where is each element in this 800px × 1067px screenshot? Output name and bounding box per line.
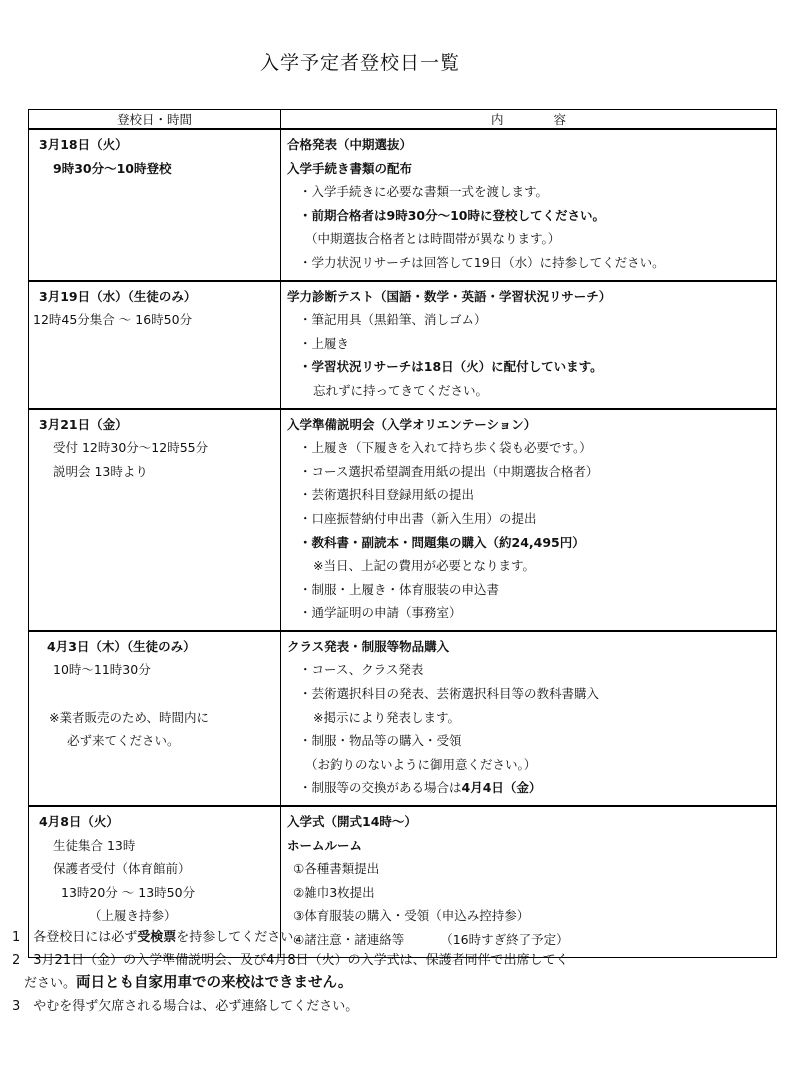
content-line: ・通学証明の申請（事務室） — [299, 605, 462, 621]
content-line: ・前期合格者は9時30分～10時に登校してください。 — [299, 207, 605, 223]
row-time: 生徒集合 13時 — [53, 837, 136, 853]
row-date: 3月19日（水）（生徒のみ） — [39, 288, 197, 304]
content-line: ・学力状況リサーチは回答して19日（水）に持参してください。 — [299, 254, 665, 270]
content-line: ・コース選択希望調査用紙の提出（中期選抜合格者） — [299, 463, 599, 479]
row-note: 必ず来てください。 — [67, 733, 180, 749]
content-text: （16時すぎ終了予定） — [440, 932, 569, 947]
content-line: ①各種書類提出 — [293, 861, 380, 877]
content-line: ※掲示により発表します。 — [313, 709, 460, 725]
table-row — [29, 129, 777, 281]
row-time: 10時～11時30分 — [53, 662, 151, 678]
notes-section — [12, 926, 782, 1018]
content-line: （中期選抜合格者とは時間帯が異なります。） — [305, 231, 561, 247]
note-2-line-2 — [12, 972, 782, 995]
row-time: 保護者受付（体育館前） — [53, 861, 191, 877]
note-text: を持参してください。 — [176, 930, 307, 945]
content-cell — [281, 281, 777, 409]
row-time: 受付 12時30分～12時55分 — [53, 440, 209, 456]
content-line: ※当日、上記の費用が必要となります。 — [313, 558, 535, 574]
content-line: ・筆記用具（黒鉛筆、消しゴム） — [299, 312, 487, 328]
table-header-row — [29, 110, 777, 130]
note-1 — [12, 926, 782, 949]
content-line: クラス発表・制服等物品購入 — [287, 638, 450, 654]
content-cell — [281, 129, 777, 281]
note-2-line-1: 2 3月21日（金）の入学準備説明会、及び4月8日（火）の入学式は、保護者同伴で出席してく — [12, 953, 569, 968]
content-line: ③体育服装の購入・受領（申込み控持参） — [293, 908, 530, 924]
content-line: 忘れずに持ってきてください。 — [313, 382, 489, 398]
date-cell — [29, 129, 281, 281]
note-text: 1 各登校日には必ず — [12, 930, 138, 945]
content-line: ・上履き — [299, 335, 350, 351]
note-text-bold: 受検票 — [137, 930, 177, 945]
row-time: 13時20分 ～ 13時50分 — [61, 884, 196, 900]
content-line: ・制服・上履き・体育服装の申込書 — [299, 581, 500, 597]
row-time: （上履き持参） — [89, 908, 177, 924]
row-note: ※業者販売のため、時間内に — [49, 709, 209, 725]
content-line: （お釣りのないように御用意ください。） — [305, 756, 537, 772]
content-text: ④諸注意・諸連絡等 — [293, 932, 405, 947]
note-3: 3 やむを得ず欠席される場合は、必ず連絡してください。 — [12, 999, 359, 1014]
content-line: ・学習状況リサーチは18日（火）に配付しています。 — [299, 359, 603, 375]
content-line: ②雑巾3枚提出 — [293, 884, 375, 900]
content-cell — [281, 631, 777, 806]
content-line: ・上履き（下履きを入れて持ち歩く袋も必要です。） — [299, 440, 592, 456]
content-line: 学力診断テスト（国語・数学・英語・学習状況リサーチ） — [287, 288, 612, 304]
content-line: ・制服・物品等の購入・受領 — [299, 733, 462, 749]
row-date: 4月3日（木）（生徒のみ） — [47, 638, 196, 654]
page-title: 入学予定者登校日一覧 — [259, 52, 460, 74]
table-row — [29, 281, 777, 409]
row-time: 9時30分～10時登校 — [53, 160, 172, 176]
table-row — [29, 631, 777, 806]
note-text-bold: 両日とも自家用車での来校はできません。 — [76, 975, 353, 991]
table-row — [29, 409, 777, 631]
content-line — [281, 776, 776, 800]
row-time: 説明会 13時より — [53, 463, 148, 479]
content-line: ・入学手続きに必要な書類一式を渡します。 — [299, 184, 549, 200]
row-date: 4月8日（火） — [39, 814, 119, 830]
header-content: 内 容 — [281, 110, 777, 130]
content-line: 入学式（開式14時～） — [287, 814, 417, 830]
content-line: 入学準備説明会（入学オリエンテーション） — [287, 416, 537, 432]
row-date: 3月21日（金） — [39, 416, 128, 432]
content-line: ・口座振替納付申出書（新入生用）の提出 — [299, 510, 537, 526]
content-line: ・教科書・副読本・問題集の購入（約24,495円） — [299, 534, 585, 550]
date-cell — [29, 409, 281, 631]
content-line: ・芸術選択科目登録用紙の提出 — [299, 487, 475, 503]
content-line: ・芸術選択科目の発表、芸術選択科目等の教科書購入 — [299, 686, 600, 702]
content-line: ホームルーム — [287, 837, 363, 853]
schedule-table — [28, 109, 777, 958]
content-cell — [281, 409, 777, 631]
row-time: 12時45分集合 ～ 16時50分 — [33, 312, 193, 328]
content-text: ・制服等の交換がある場合は — [299, 780, 462, 796]
content-line: ・コース、クラス発表 — [299, 662, 424, 678]
content-line: 入学手続き書類の配布 — [287, 160, 413, 176]
date-cell — [29, 281, 281, 409]
content-line: 合格発表（中期選抜） — [287, 137, 413, 152]
date-cell — [29, 631, 281, 806]
row-date: 3月18日（火） — [39, 137, 128, 152]
header-date-time: 登校日・時間 — [29, 110, 281, 130]
content-text-bold: 4月4日（金） — [461, 780, 542, 796]
note-text: ださい。 — [24, 976, 77, 991]
